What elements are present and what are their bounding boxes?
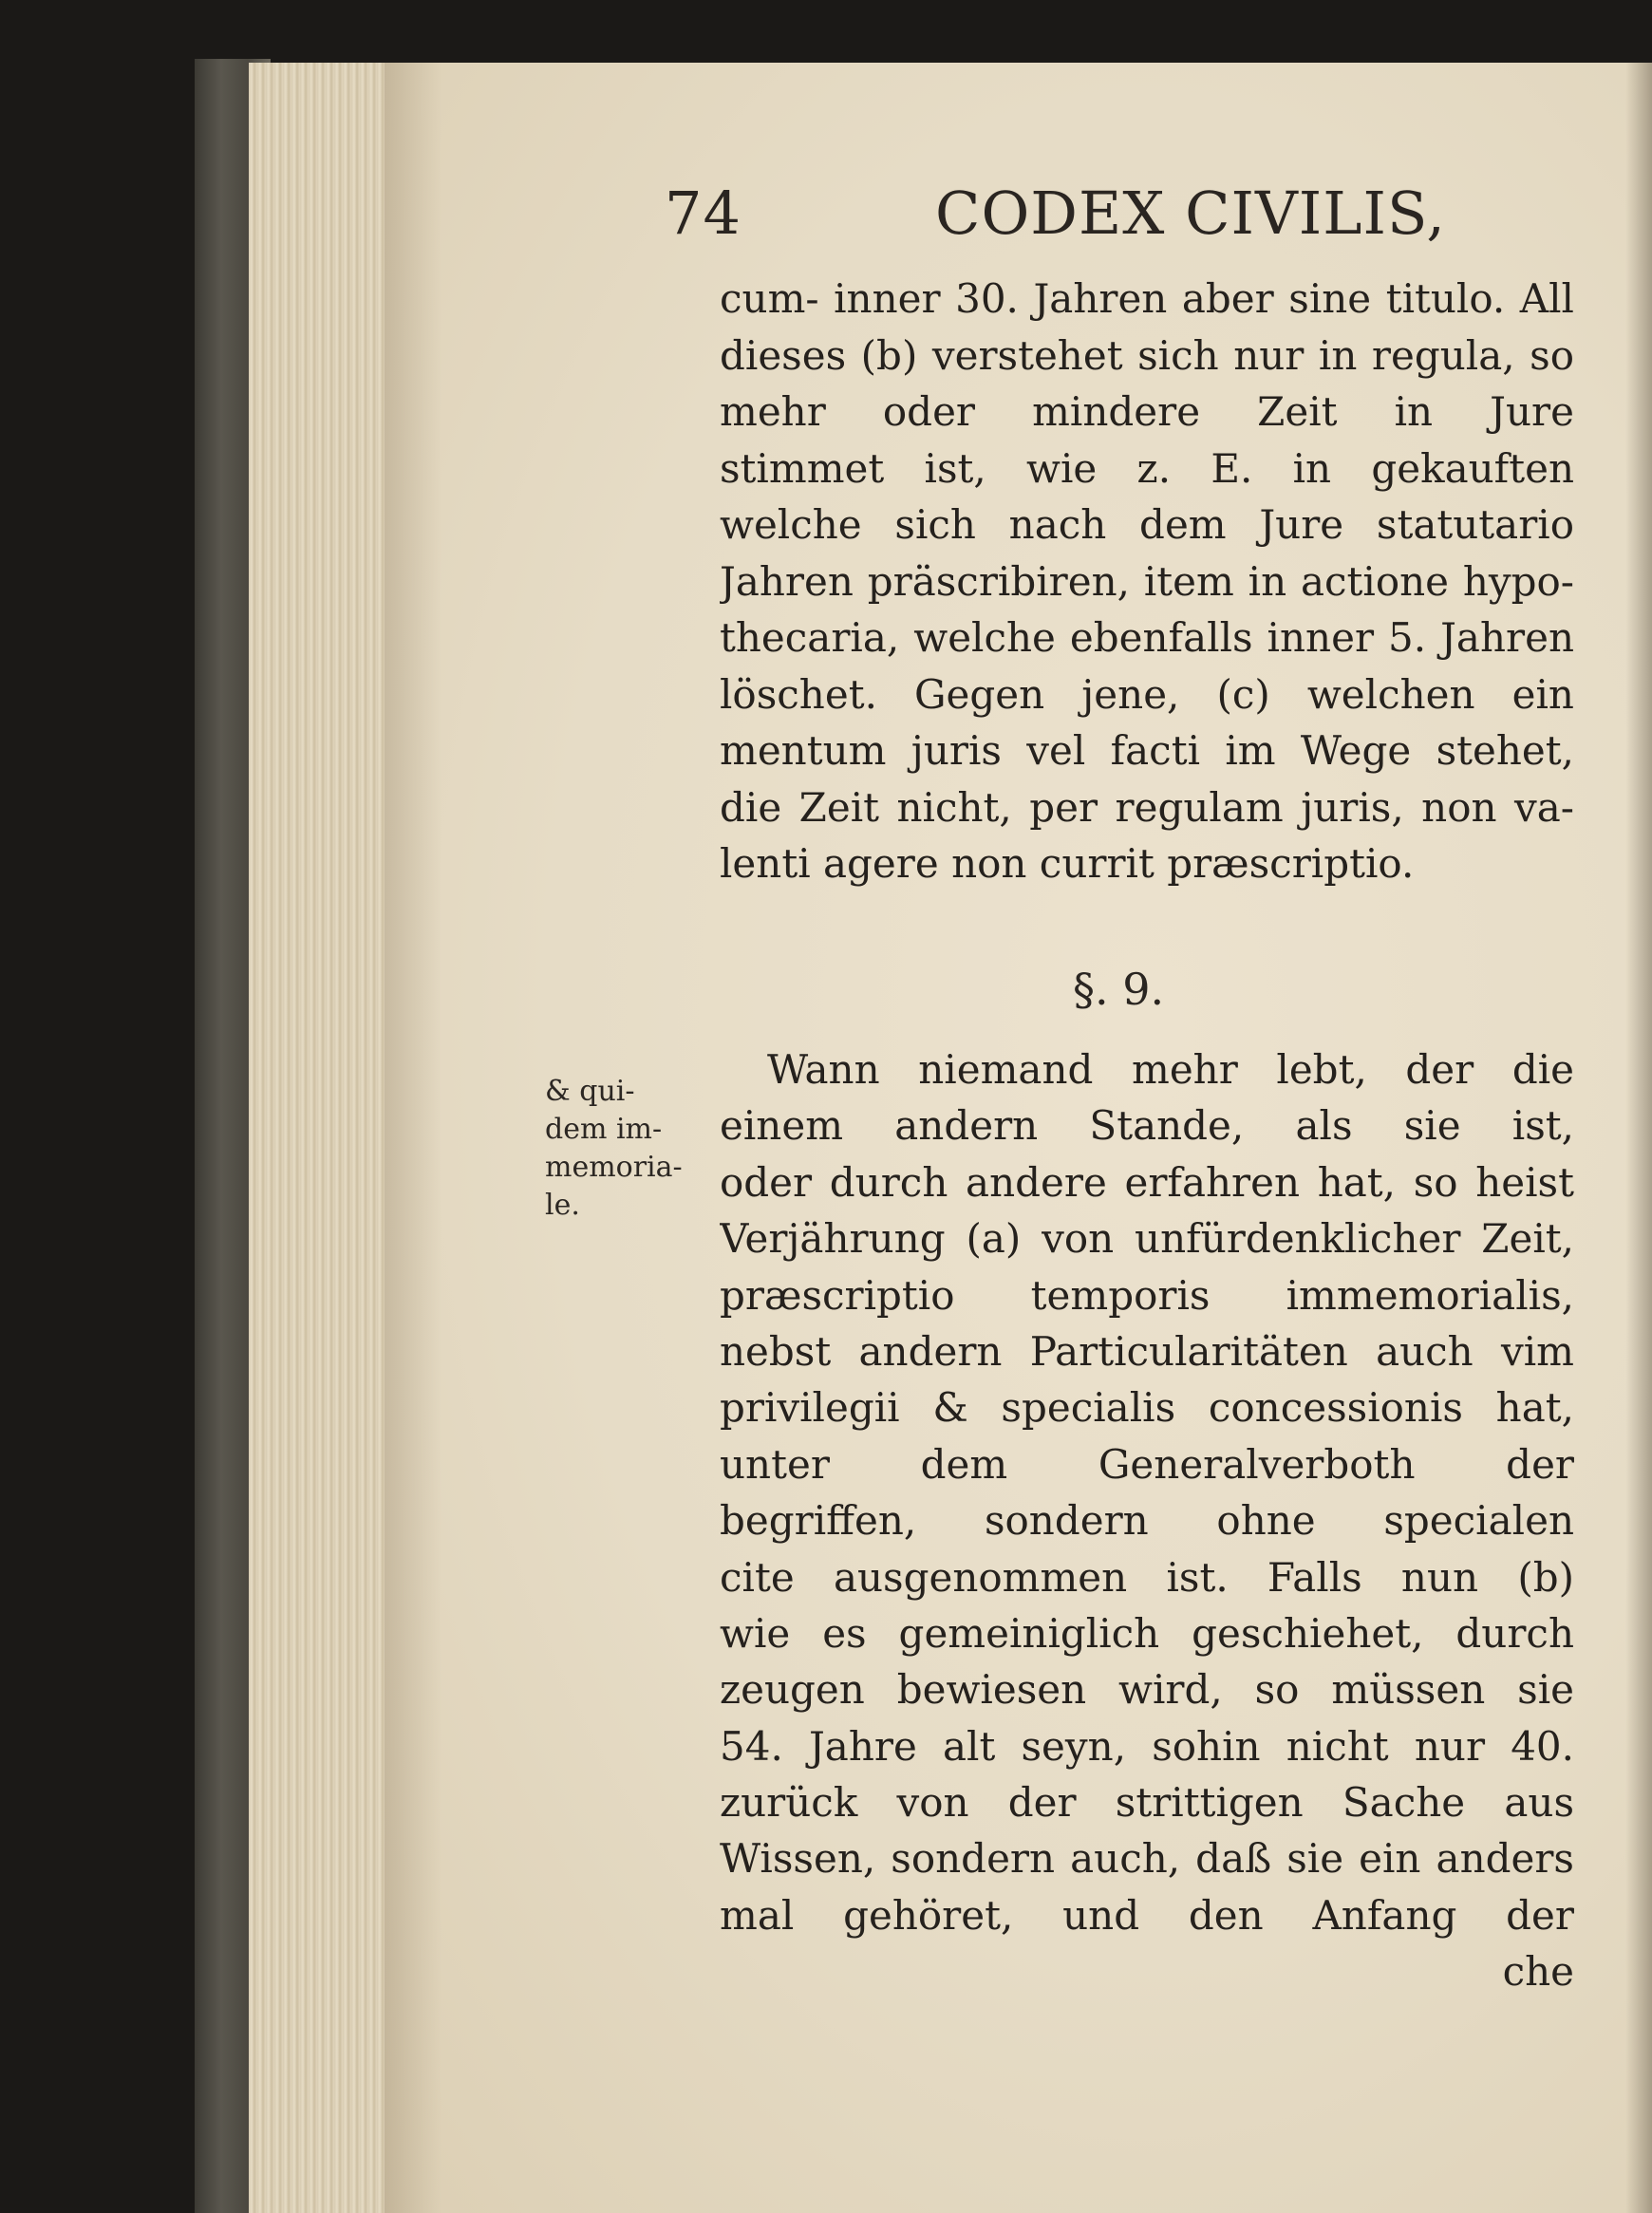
text-line: nebst andern Particularitäten auch vim xyxy=(720,1327,1574,1375)
paragraph-2 xyxy=(720,1041,1574,2000)
text-line: oder durch andere erfahren hat, so heist xyxy=(720,1158,1574,1206)
text-line: dieses (b) verstehet sich nur in regula, so xyxy=(720,331,1574,379)
text-line: Wissen, sondern auch, daß sie ein anders xyxy=(720,1835,1574,1883)
paragraph-1 xyxy=(720,271,1574,892)
page-number: 74 xyxy=(665,178,742,248)
text-line: Jahren präscribiren, item in actione hypo- xyxy=(720,557,1574,605)
text-line: die Zeit nicht, per regulam juris, non va- xyxy=(720,783,1574,831)
marginal-line: le. xyxy=(545,1189,580,1222)
section-heading: §. 9. xyxy=(1073,964,1165,1015)
text-line: unter dem Generalverboth der xyxy=(720,1440,1574,1488)
text-line: 54. Jahre alt seyn, sohin nicht nur 40. xyxy=(720,1722,1574,1770)
text-line: thecaria, welche ebenfalls inner 5. Jahren xyxy=(720,614,1574,661)
catchword: che xyxy=(1502,1948,1574,1996)
marginal-note xyxy=(545,1073,697,1225)
marginal-line: dem im- xyxy=(545,1113,663,1146)
marginal-line: memoria- xyxy=(545,1151,683,1184)
text-line: einem andern Stande, als sie ist, xyxy=(720,1102,1574,1150)
text-line: welche sich nach dem Jure statutario xyxy=(720,501,1574,548)
page-header xyxy=(665,178,1643,254)
running-title: CODEX CIVILIS, xyxy=(935,178,1446,248)
text-line: præscriptio temporis immemorialis, xyxy=(720,1271,1574,1319)
text-line: cum- inner 30. Jahren aber sine titulo. All xyxy=(720,275,1574,322)
text-line: wie es gemeiniglich geschiehet, durch xyxy=(720,1609,1574,1657)
page-edges xyxy=(249,63,391,2213)
text-line: Wann niemand mehr lebt, der die xyxy=(767,1046,1574,1093)
text-line: privilegii & specialis concessionis hat, xyxy=(720,1384,1574,1432)
text-line: begriffen, sondern ohne specialen xyxy=(720,1497,1574,1545)
text-line: mentum juris vel facti im Wege stehet, xyxy=(720,727,1574,774)
text-line: Verjährung (a) von unfürdenklicher Zeit, xyxy=(720,1215,1574,1263)
text-line: löschet. Gegen jene, (c) welchen ein xyxy=(720,670,1574,718)
page-right-edge xyxy=(1625,63,1652,2213)
text-line: zeugen bewiesen wird, so müssen sie xyxy=(720,1666,1574,1714)
text-line: mehr oder mindere Zeit in Jure xyxy=(720,388,1574,435)
text-line: lenti agere non currit præscriptio. xyxy=(720,840,1415,887)
text-line: zurück von der strittigen Sache aus xyxy=(720,1779,1574,1827)
text-line: cite ausgenommen ist. Falls nun (b) xyxy=(720,1553,1574,1601)
gutter-shadow xyxy=(385,63,441,2213)
marginal-line: & qui- xyxy=(545,1075,635,1108)
text-line: mal gehöret, und den Anfang der xyxy=(720,1891,1574,1939)
text-line: stimmet ist, wie z. E. in gekauften xyxy=(720,444,1574,492)
